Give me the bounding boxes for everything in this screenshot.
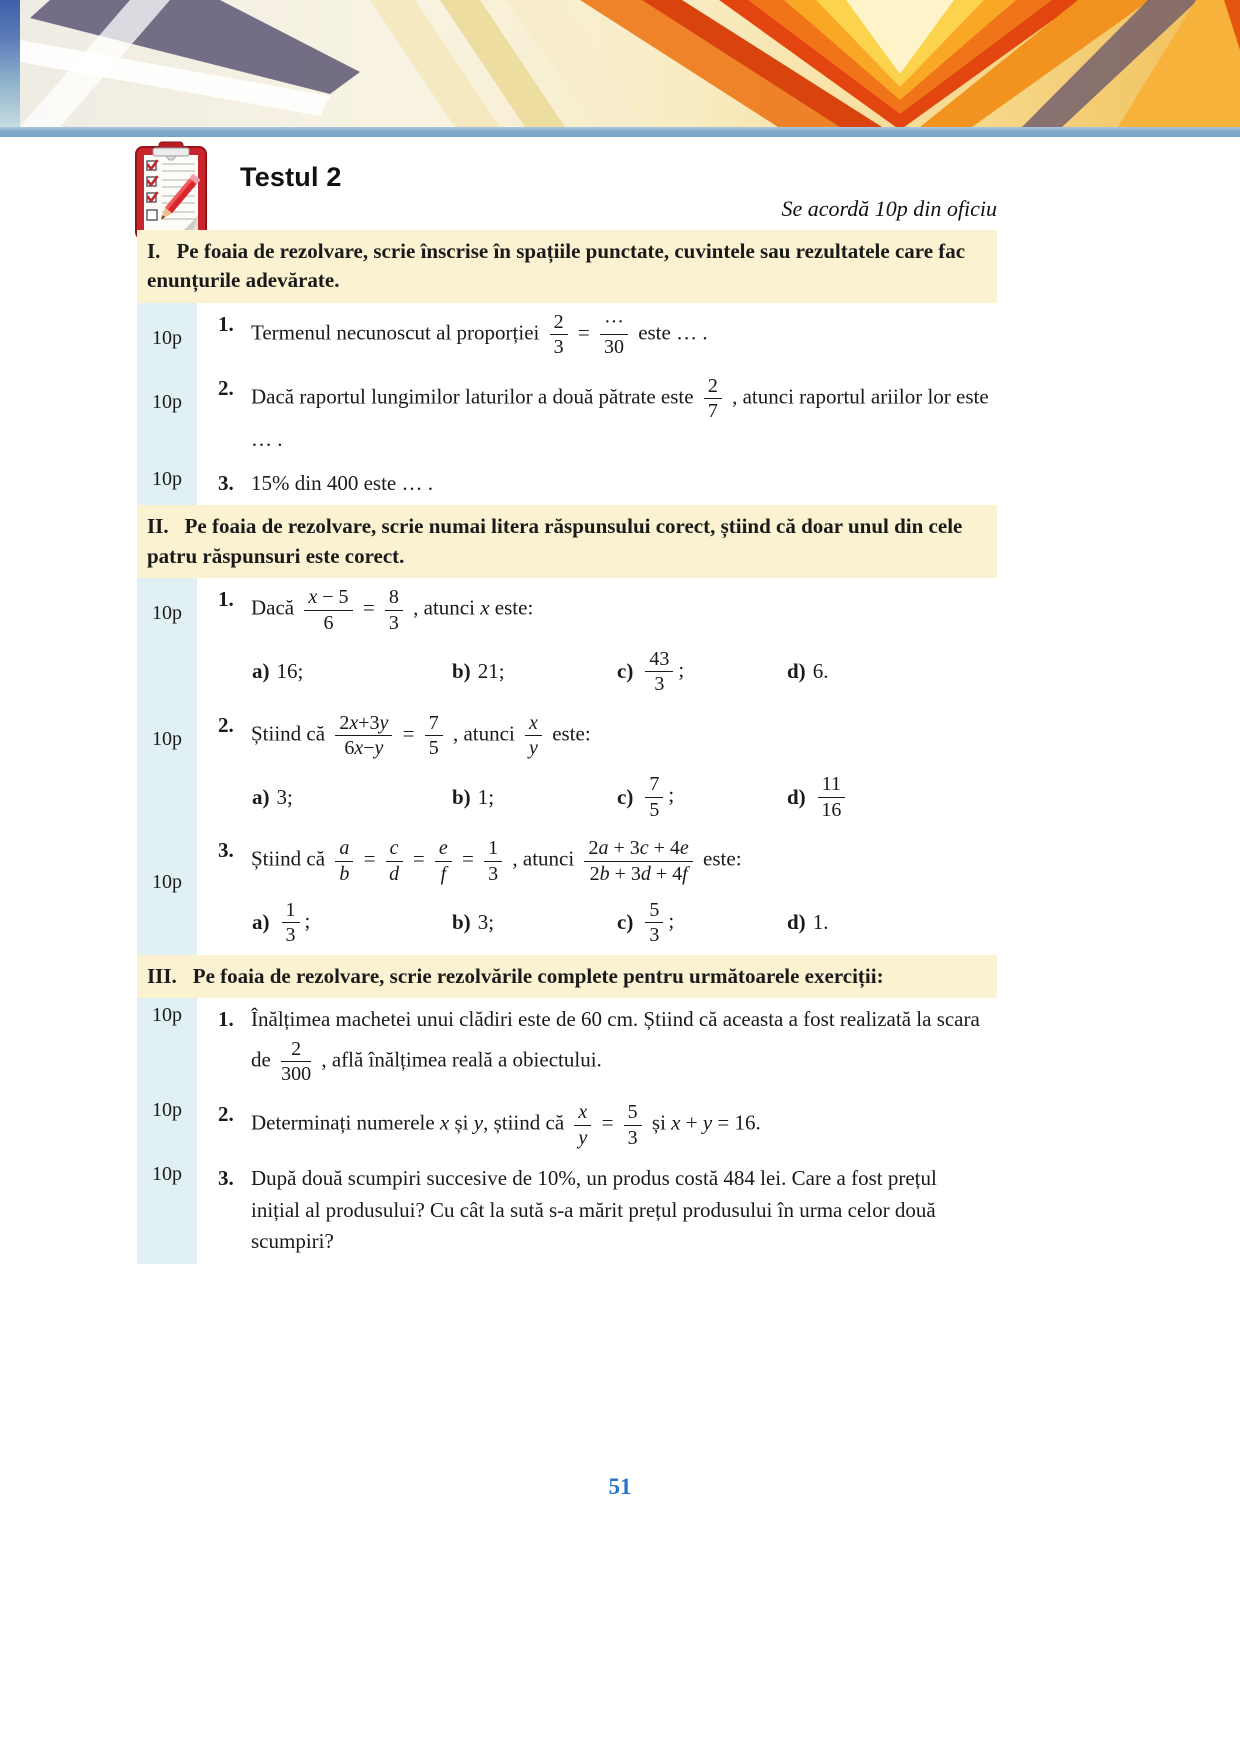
question-number: 2. bbox=[218, 1102, 234, 1127]
section-3-heading bbox=[137, 955, 997, 998]
question-number: 3. bbox=[218, 838, 234, 863]
question-row-II-3 bbox=[137, 829, 997, 955]
question-text: Dacă $\frac{x - 5}{6}$ = $\frac{8}{3}$ , atunci x este: bbox=[251, 586, 534, 634]
section-3-heading-text: Pe foaia de rezolvare, scrie rezolvările complete pentru următoarele exerciții: bbox=[192, 963, 884, 988]
question-text: Determinați numerele x și y, știind că $\frac{x}{y}$ = $\frac{5}{3}$ și x + y = 16. bbox=[251, 1101, 761, 1149]
question-number: 2. bbox=[218, 375, 234, 400]
fraction: $\frac{c}{d}$ bbox=[386, 837, 403, 885]
section-2-heading-text: Pe foaia de rezolvare, scrie numai litera răspunsului corect, știind că doar unul din cele patru răspunsuri este corect. bbox=[147, 514, 963, 568]
fraction: $\frac{2}{3}$ bbox=[550, 311, 568, 359]
answer-option-a bbox=[252, 785, 452, 810]
fraction: $\frac{7}{5}$ bbox=[425, 712, 443, 760]
question-number: 1. bbox=[218, 587, 234, 612]
question-text: Înălțimea machetei unui clădiri este de 60 cm. Știind că aceasta a fost realizată la scara de $\frac{2}{300}$ , află înălțimea reală a obiectului. bbox=[251, 1007, 980, 1086]
fraction: $\frac{2}{300}$ bbox=[281, 1037, 312, 1086]
math-variable: x bbox=[671, 1111, 681, 1136]
left-accent-bar bbox=[0, 0, 20, 127]
question-row-II-2 bbox=[137, 704, 997, 830]
clipboard-checklist-icon bbox=[133, 140, 209, 242]
fraction: $\frac{x - 5}{6}$ bbox=[304, 586, 352, 634]
option-value: 3; bbox=[477, 910, 495, 935]
option-value: 16; bbox=[276, 659, 304, 684]
question-row-I-3 bbox=[137, 462, 997, 506]
score-badge: 10p bbox=[137, 998, 197, 1093]
question-text: Știind că $\frac{2x+3y}{6x-y}$ = $\frac{7}{5}$ , atunci $\frac{x}{y}$ este: bbox=[251, 711, 591, 760]
option-label: c) bbox=[617, 784, 634, 809]
question-text: 15% din 400 este … . bbox=[251, 470, 433, 495]
option-label: b) bbox=[452, 659, 471, 684]
fraction: $\frac{7}{5}$ bbox=[645, 773, 663, 821]
page-number: 51 bbox=[608, 1474, 632, 1499]
score-badge: 10p bbox=[137, 1093, 197, 1157]
option-value: 6. bbox=[812, 659, 829, 684]
question-number: 1. bbox=[218, 311, 234, 336]
answer-option-c bbox=[617, 646, 787, 698]
option-value: 21; bbox=[477, 659, 505, 684]
option-value: 3; bbox=[276, 784, 293, 809]
option-value: $\frac{7}{5}$ ; bbox=[640, 771, 674, 823]
section-1-heading bbox=[137, 230, 997, 303]
fraction: $\frac{8}{3}$ bbox=[385, 586, 403, 634]
fraction: $\frac{1}{3}$ bbox=[484, 837, 502, 885]
fraction: $\frac{x}{y}$ bbox=[574, 1101, 591, 1149]
math-variable: y bbox=[473, 1111, 484, 1136]
question-row-I-1 bbox=[137, 303, 997, 367]
question-row-I-2 bbox=[137, 367, 997, 462]
option-value: $\frac{43}{3}$ ; bbox=[640, 646, 684, 698]
section-1-heading-text: Pe foaia de rezolvare, scrie înscrise în spațiile punctate, cuvintele sau rezultatele care fac enunțurile adevărate. bbox=[147, 239, 966, 293]
office-points-note: Se acordă 10p din oficiu bbox=[781, 196, 997, 221]
section-3-numeral: III. bbox=[147, 963, 177, 988]
option-value: $\frac{1}{3}$ ; bbox=[277, 897, 311, 949]
option-label: d) bbox=[787, 784, 806, 809]
page-title: Testul 2 bbox=[240, 162, 342, 192]
option-label: a) bbox=[252, 910, 270, 935]
question-number: 2. bbox=[218, 712, 234, 737]
fraction: $\frac{e}{f}$ bbox=[435, 837, 452, 885]
option-value: 1; bbox=[477, 784, 495, 809]
fraction: $\frac{2}{7}$ bbox=[704, 375, 722, 423]
page-header-art bbox=[20, 0, 1240, 127]
answer-option-c bbox=[617, 897, 787, 949]
fraction: $\frac{2x+3y}{6x-y}$ bbox=[335, 712, 392, 760]
fraction: $\frac{5}{3}$ bbox=[624, 1101, 642, 1149]
option-label: c) bbox=[617, 910, 634, 935]
answer-option-d bbox=[787, 771, 991, 823]
answer-option-b bbox=[452, 659, 617, 684]
fraction: $\frac{1}{3}$ bbox=[282, 899, 300, 947]
question-text: Dacă raportul lungimilor laturilor a două pătrate este $\frac{2}{7}$ , atunci raportul ariilor lor este … . bbox=[251, 374, 989, 452]
question-row-II-1 bbox=[137, 578, 997, 704]
option-value: 1. bbox=[812, 910, 829, 935]
score-badge: 10p bbox=[137, 462, 197, 506]
test-content bbox=[137, 230, 997, 1264]
question-row-III-3 bbox=[137, 1157, 997, 1264]
math-variable: x bbox=[439, 1111, 450, 1136]
answer-option-d bbox=[787, 659, 991, 684]
fraction: $\frac{5}{3}$ bbox=[645, 899, 663, 947]
section-2-heading bbox=[137, 505, 997, 578]
score-badge: 10p bbox=[137, 578, 197, 704]
score-badge: 10p bbox=[137, 704, 197, 830]
option-value: $\frac{5}{3}$ ; bbox=[640, 897, 674, 949]
question-text: Termenul necunoscut al proporției $\frac{2}{3}$ = $\frac{\cdot\cdot\cdot}{30}$ este … . bbox=[251, 310, 708, 359]
math-variable: y bbox=[702, 1111, 713, 1136]
fraction: $\frac{x}{y}$ bbox=[525, 712, 542, 760]
fraction: $\frac{\cdot\cdot\cdot}{30}$ bbox=[600, 311, 628, 359]
answer-option-c bbox=[617, 771, 787, 823]
question-number: 3. bbox=[218, 470, 234, 495]
option-label: d) bbox=[787, 659, 806, 684]
section-2-numeral: II. bbox=[147, 514, 169, 539]
option-label: a) bbox=[252, 659, 270, 684]
question-text: După două scumpiri succesive de 10%, un produs costă 484 lei. Care a fost prețul inițial al produsului? Cu cât la sută s-a mărit prețul produsului în urma celor două scumpiri? bbox=[251, 1166, 937, 1254]
question-number: 3. bbox=[218, 1166, 234, 1191]
answer-options-row bbox=[218, 646, 991, 698]
answer-option-a bbox=[252, 659, 452, 684]
fraction: $\frac{2a + 3c + 4e}{2b + 3d + 4f}$ bbox=[584, 837, 692, 885]
option-value bbox=[813, 771, 850, 823]
question-row-III-2 bbox=[137, 1093, 997, 1157]
fraction: $\frac{11}{16}$ bbox=[818, 773, 845, 821]
question-number: 1. bbox=[218, 1007, 234, 1032]
score-badge: 10p bbox=[137, 367, 197, 462]
score-badge: 10p bbox=[137, 1157, 197, 1264]
option-label: b) bbox=[452, 784, 471, 809]
option-label: b) bbox=[452, 910, 471, 935]
answer-option-b bbox=[452, 910, 617, 935]
abstract-header-image bbox=[20, 0, 1240, 127]
section-1-numeral: I. bbox=[147, 239, 161, 263]
answer-options-row bbox=[218, 897, 991, 949]
answer-option-a bbox=[252, 897, 452, 949]
score-badge: 10p bbox=[137, 829, 197, 955]
fraction: $\frac{43}{3}$ bbox=[645, 648, 673, 696]
question-text: Știind că $\frac{a}{b}$ = $\frac{c}{d}$ = $\frac{e}{f}$ = $\frac{1}{3}$ , atunci $\frac{2a + 3c + 4e}{2b + 3d + 4f}$ este: bbox=[251, 837, 742, 885]
question-row-III-1 bbox=[137, 998, 997, 1093]
option-label: d) bbox=[787, 910, 806, 935]
fraction: $\frac{a}{b}$ bbox=[335, 837, 353, 885]
math-variable: x bbox=[480, 595, 490, 620]
answer-option-d bbox=[787, 910, 991, 935]
option-label: a) bbox=[252, 784, 270, 809]
header-divider bbox=[0, 127, 1240, 137]
answer-options-row bbox=[218, 771, 991, 823]
answer-option-b bbox=[452, 785, 617, 810]
option-label: c) bbox=[617, 659, 634, 684]
score-badge: 10p bbox=[137, 303, 197, 367]
